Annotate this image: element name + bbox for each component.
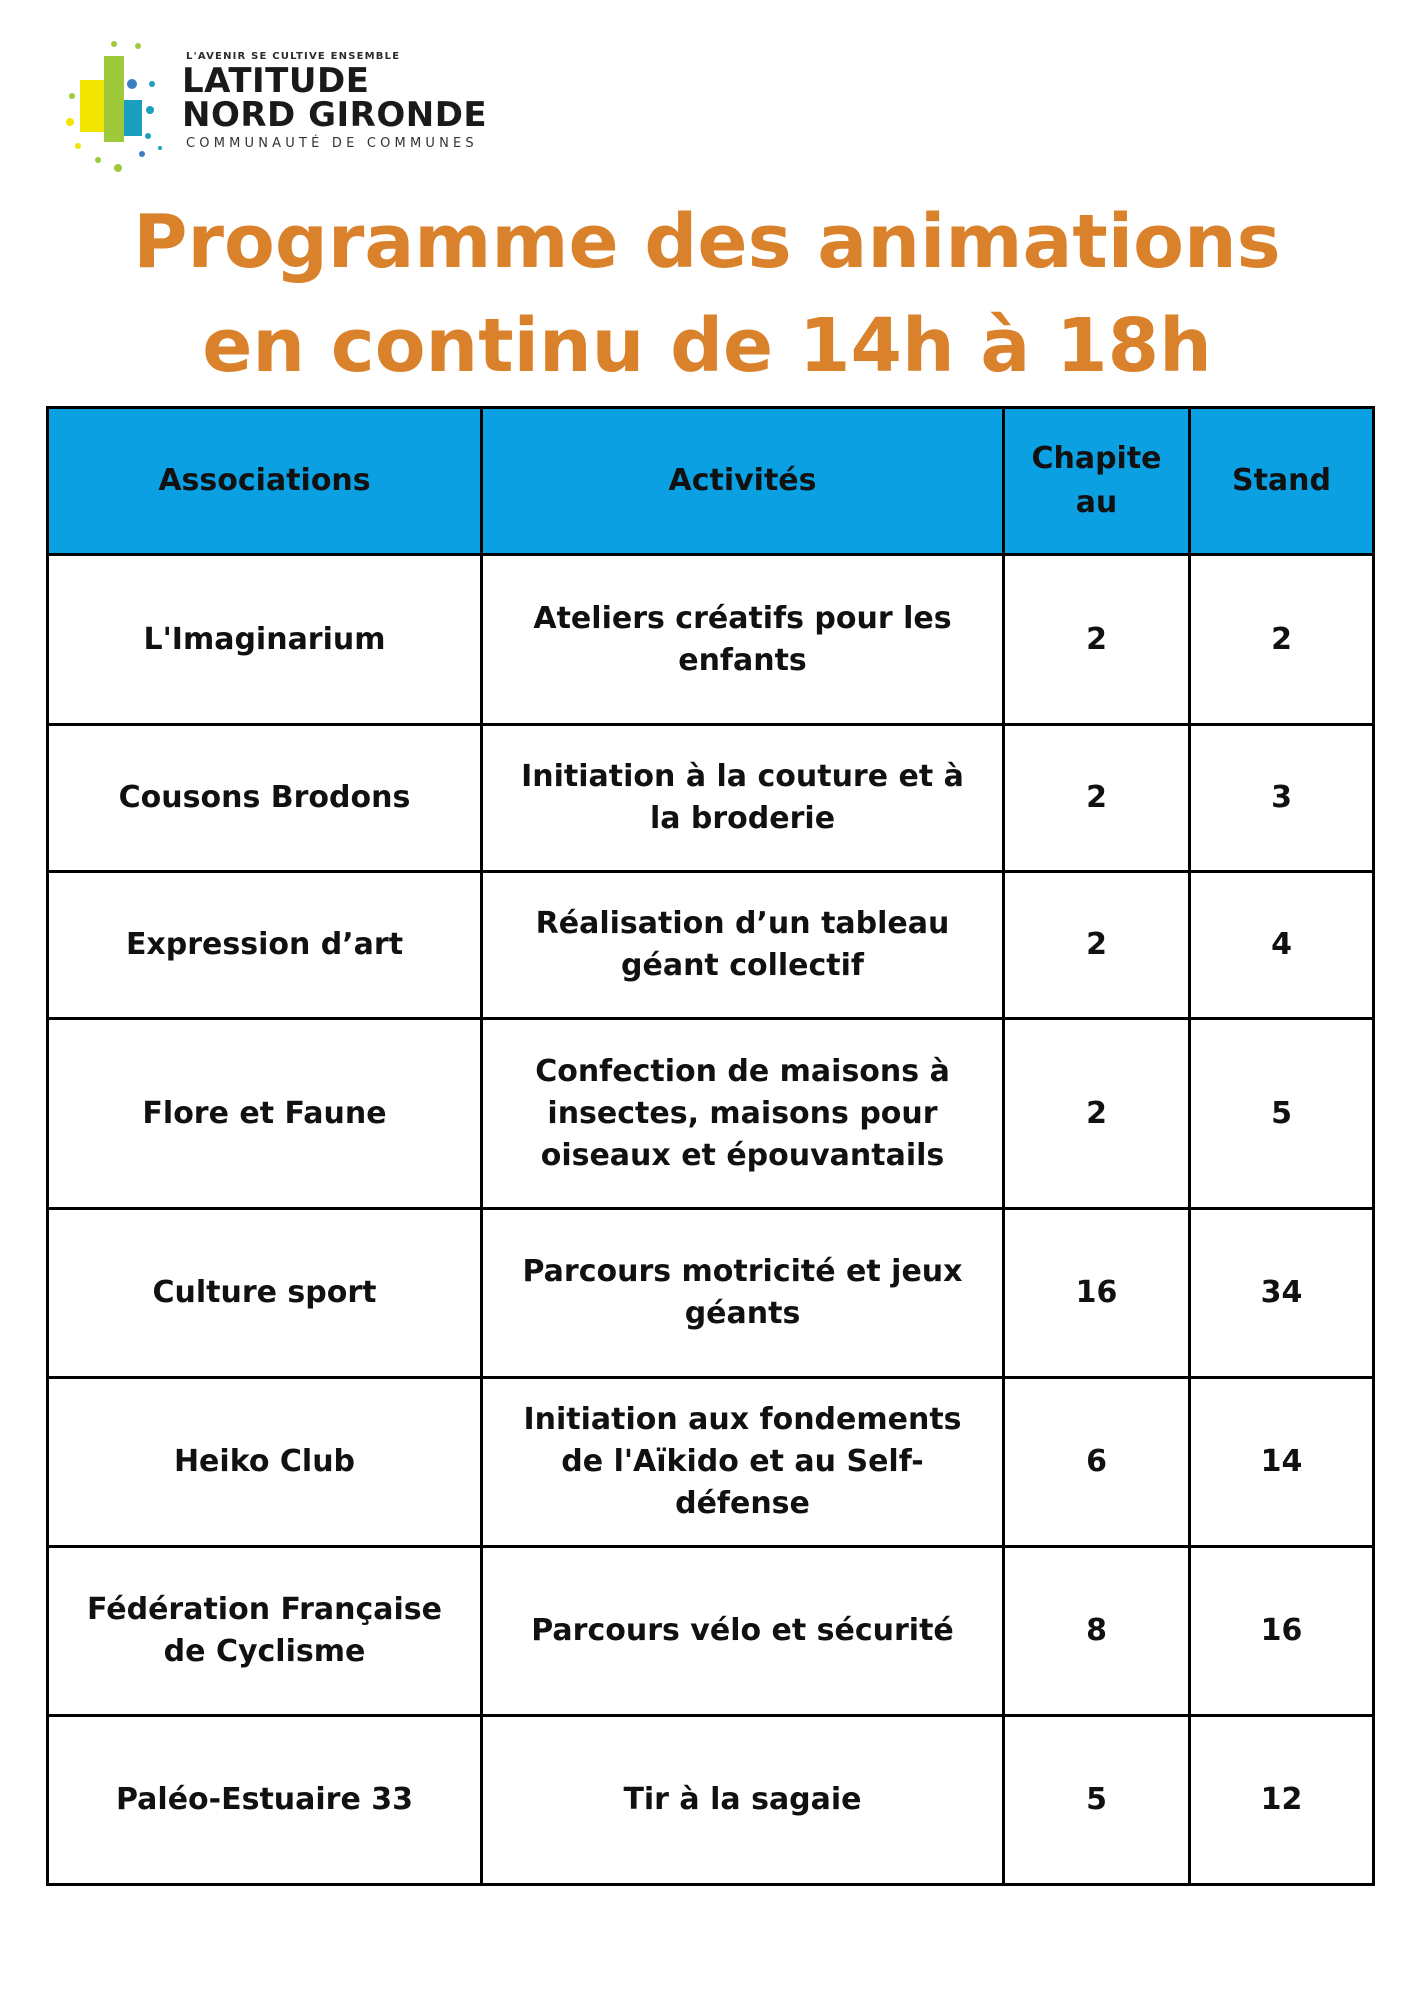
header-chapiteau: Chapite au xyxy=(1004,408,1190,555)
cell-activite: Initiation à la couture et à la broderie xyxy=(482,725,1004,872)
cell-association: Paléo-Estuaire 33 xyxy=(48,1716,482,1885)
cell-chapiteau: 2 xyxy=(1004,872,1190,1019)
table-row xyxy=(48,1209,1374,1378)
table-row xyxy=(48,1716,1374,1885)
logo-name-line1: LATITUDE xyxy=(182,61,370,101)
cell-association: Culture sport xyxy=(48,1209,482,1378)
header-activites: Activités xyxy=(482,408,1004,555)
cell-chapiteau: 6 xyxy=(1004,1378,1190,1547)
table-row xyxy=(48,555,1374,725)
cell-chapiteau: 16 xyxy=(1004,1209,1190,1378)
cell-activite: Parcours motricité et jeux géants xyxy=(482,1209,1004,1378)
cell-stand: 12 xyxy=(1190,1716,1374,1885)
cell-activite: Tir à la sagaie xyxy=(482,1716,1004,1885)
cell-stand: 5 xyxy=(1190,1019,1374,1209)
cell-association: Heiko Club xyxy=(48,1378,482,1547)
cell-chapiteau: 2 xyxy=(1004,555,1190,725)
cell-association: Flore et Faune xyxy=(48,1019,482,1209)
cell-activite: Ateliers créatifs pour les enfants xyxy=(482,555,1004,725)
logo-tagline: L'AVENIR SE CULTIVE ENSEMBLE xyxy=(186,51,401,62)
table-row xyxy=(48,1547,1374,1716)
header-associations: Associations xyxy=(48,408,482,555)
cell-association: L'Imaginarium xyxy=(48,555,482,725)
cell-chapiteau: 2 xyxy=(1004,725,1190,872)
table-row xyxy=(48,1019,1374,1209)
logo-mark-icon xyxy=(62,36,182,176)
cell-activite: Réalisation d’un tableau géant collectif xyxy=(482,872,1004,1019)
cell-activite: Confection de maisons à insectes, maisons pour oiseaux et épouvantails xyxy=(482,1019,1004,1209)
cell-association: Expression d’art xyxy=(48,872,482,1019)
cell-stand: 4 xyxy=(1190,872,1374,1019)
cell-chapiteau: 2 xyxy=(1004,1019,1190,1209)
logo-subtitle: COMMUNAUTÉ DE COMMUNES xyxy=(186,136,478,151)
cell-stand: 34 xyxy=(1190,1209,1374,1378)
cell-stand: 16 xyxy=(1190,1547,1374,1716)
table-row xyxy=(48,872,1374,1019)
cell-stand: 3 xyxy=(1190,725,1374,872)
logo-name-line2: NORD GIRONDE xyxy=(182,95,488,135)
cell-activite: Initiation aux fondements de l'Aïkido et au Self-défense xyxy=(482,1378,1004,1547)
cell-association: Cousons Brodons xyxy=(48,725,482,872)
title-line-1: Programme des animations xyxy=(133,199,1281,285)
cell-stand: 14 xyxy=(1190,1378,1374,1547)
table-row xyxy=(48,725,1374,872)
cell-association: Fédération Française de Cyclisme xyxy=(48,1547,482,1716)
logo xyxy=(62,36,502,176)
cell-chapiteau: 5 xyxy=(1004,1716,1190,1885)
program-table xyxy=(46,406,1375,1886)
table-header-row xyxy=(48,408,1374,555)
table-row xyxy=(48,1378,1374,1547)
cell-chapiteau: 8 xyxy=(1004,1547,1190,1716)
page-title xyxy=(0,190,1414,398)
title-line-2: en continu de 14h à 18h xyxy=(202,303,1212,389)
header-stand: Stand xyxy=(1190,408,1374,555)
cell-stand: 2 xyxy=(1190,555,1374,725)
cell-activite: Parcours vélo et sécurité xyxy=(482,1547,1004,1716)
